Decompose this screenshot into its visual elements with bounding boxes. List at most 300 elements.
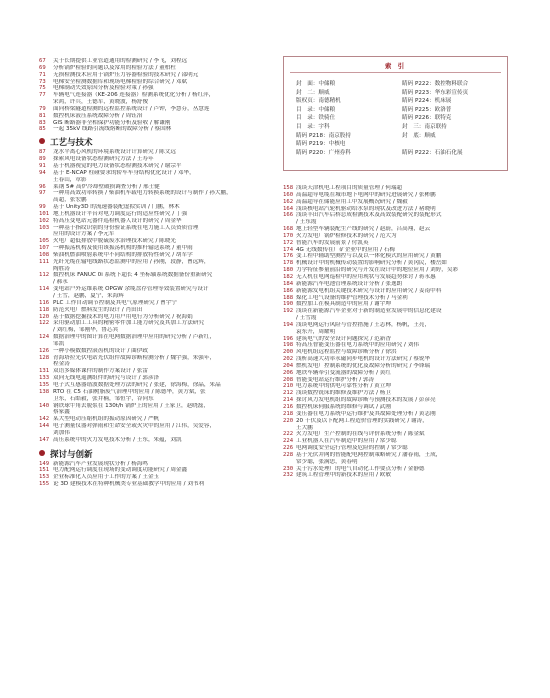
page-number: 155 bbox=[39, 481, 50, 488]
toc-entry-line bbox=[283, 452, 519, 459]
entry-title: 浅析高速大功率永磁同步电机的设计方法研究 / 蔡锐华 bbox=[296, 356, 431, 363]
bullet-icon bbox=[39, 138, 45, 144]
page-number: 81 bbox=[39, 112, 46, 119]
toc-entry-line bbox=[39, 355, 275, 362]
entry-title: 防范火电厂燃料发生的设计 / 肖田田 bbox=[53, 306, 143, 313]
toc-entry[interactable] bbox=[283, 445, 519, 452]
toc-entry-line bbox=[39, 320, 275, 327]
index-entry: 睛码 P225：欧洛普 bbox=[402, 106, 452, 113]
toc-entry-line bbox=[39, 437, 275, 444]
entry-title: 卫东，石皓毅，张井楠，邹恒宇，谷向东 bbox=[53, 395, 154, 402]
page-number: 230 bbox=[283, 465, 294, 472]
toc-entry[interactable] bbox=[283, 404, 519, 411]
toc-entry[interactable] bbox=[283, 397, 519, 404]
page-number: 164 bbox=[283, 205, 294, 212]
entry-title: 邹凯 bbox=[53, 340, 65, 347]
toc-entry[interactable] bbox=[39, 382, 275, 389]
toc-entry-continuation bbox=[39, 430, 275, 437]
entry-title: 20 千伏及以下配网工程造价管理的实践研究 / 谢涛， bbox=[296, 417, 428, 424]
entry-title: 4G 无线数传在厂矿企业中的应用 / 石梅 bbox=[296, 246, 396, 253]
page-number: 87 bbox=[39, 149, 46, 156]
toc-entry[interactable] bbox=[283, 411, 519, 418]
toc-entry[interactable] bbox=[39, 314, 275, 321]
entry-title: 力学特征参量前沿的研究与开发在设计中的地位应用 / 刘婷，吴彩 bbox=[296, 267, 459, 274]
page-number: 232 bbox=[283, 472, 294, 479]
page-number: 188 bbox=[283, 294, 294, 301]
toc-entry-continuation bbox=[39, 409, 275, 416]
entry-title: 新能源发电机组关键技术研究与设计的应用研究 / 姜南中科 bbox=[296, 287, 442, 294]
toc-entry[interactable] bbox=[283, 418, 519, 432]
toc-entry-line bbox=[283, 253, 519, 260]
toc-entry-continuation bbox=[283, 425, 519, 432]
toc-entry[interactable] bbox=[39, 403, 275, 417]
toc-entry-line bbox=[283, 418, 519, 425]
toc-entry-line bbox=[283, 240, 519, 247]
toc-entry-line bbox=[39, 467, 275, 474]
index-column-right bbox=[402, 80, 468, 157]
toc-entry[interactable] bbox=[39, 190, 275, 204]
page-number: 83 bbox=[39, 119, 46, 126]
page-number: 226 bbox=[283, 445, 294, 452]
page-number: 208 bbox=[283, 376, 294, 383]
page-number: 186 bbox=[283, 287, 294, 294]
toc-group-process-technology bbox=[39, 149, 275, 443]
toc-entry-continuation bbox=[39, 266, 275, 273]
toc-entry-continuation bbox=[39, 361, 275, 368]
index-entry: 睛码 P218：南京股持 bbox=[296, 132, 351, 139]
index-entry: 睛码 P219：中核电 bbox=[296, 141, 346, 148]
advertiser-index-box bbox=[283, 56, 508, 171]
page-number: 200 bbox=[283, 349, 294, 356]
toc-entry[interactable] bbox=[283, 377, 519, 384]
toc-entry[interactable] bbox=[39, 355, 275, 369]
page-number: 196 bbox=[283, 335, 294, 342]
page-number: 107 bbox=[39, 245, 50, 252]
entry-title: 一种振荡机构及使用该振荡机构的推杆输送系统 / 董中雨 bbox=[53, 245, 193, 252]
page-number: 67 bbox=[39, 58, 46, 64]
toc-entry[interactable] bbox=[39, 225, 275, 239]
entry-title: 企业标准化人员应用于工作的方案 / 王金玉 bbox=[53, 474, 160, 481]
page-number: 114 bbox=[39, 286, 50, 293]
toc-entry[interactable] bbox=[283, 431, 519, 438]
toc-entry-line bbox=[283, 363, 519, 370]
toc-entry[interactable] bbox=[39, 106, 275, 113]
toc-entry[interactable] bbox=[283, 240, 519, 247]
entry-title: 一种基于指纹识别的身份验证系统在电力施工人员资质管理 bbox=[53, 224, 199, 231]
toc-entry[interactable] bbox=[39, 461, 275, 468]
page-number: 122 bbox=[39, 320, 50, 327]
toc-entry-line bbox=[283, 377, 519, 384]
toc-entry-line bbox=[39, 58, 275, 65]
page-number: 85 bbox=[39, 126, 46, 133]
toc-entry-continuation bbox=[283, 329, 519, 336]
toc-entry[interactable] bbox=[283, 342, 519, 349]
toc-entry-line bbox=[39, 382, 275, 389]
entry-title: / 刘红梅，邹刚华，鲁芯宾 bbox=[53, 327, 119, 334]
toc-entry[interactable] bbox=[39, 204, 275, 211]
page-number: 94 bbox=[39, 169, 46, 176]
entry-title: 浅谈数控铣床的维修及维护方法 / 杨卫 bbox=[296, 390, 391, 397]
page-number: 228 bbox=[283, 451, 294, 458]
index-entry: 目 录：中储粮 bbox=[296, 106, 336, 113]
toc-entry[interactable] bbox=[283, 260, 519, 267]
toc-entry[interactable] bbox=[283, 383, 519, 390]
toc-entry[interactable] bbox=[283, 390, 519, 397]
toc-entry[interactable] bbox=[39, 368, 275, 375]
toc-entry-line bbox=[283, 390, 519, 397]
entry-title: 王大鹏 bbox=[296, 424, 313, 431]
toc-entry[interactable] bbox=[283, 206, 519, 213]
toc-entry-line bbox=[39, 307, 275, 314]
toc-entry-line bbox=[39, 314, 275, 321]
entry-title: 数控机床 FANUC 0i 系统下超长 4 坐标轴系统数据备份重新研究 bbox=[53, 272, 213, 279]
right-toc-column bbox=[283, 185, 519, 479]
page-number: 96 bbox=[39, 183, 46, 190]
section-title: 工艺与技术 bbox=[50, 138, 93, 149]
entry-title: 探讨风力发电机组的故障诊断与预测技术的发展 / 彭彦亮 bbox=[296, 397, 436, 404]
toc-entry-line bbox=[283, 472, 519, 479]
entry-title: 探索风电设备状态检测研究方法 / 王寿年 bbox=[53, 156, 154, 163]
page-number: 91 bbox=[39, 162, 46, 169]
toc-entry[interactable] bbox=[283, 301, 519, 308]
entry-title: 刘加伟 bbox=[53, 429, 70, 436]
entry-title: 风电机组远程监控与故障诊断分析 / 徐洪 bbox=[296, 349, 397, 356]
toc-entry[interactable] bbox=[39, 65, 275, 72]
page-number: 198 bbox=[283, 342, 294, 349]
toc-entry-line bbox=[39, 156, 275, 163]
toc-entry[interactable] bbox=[283, 466, 519, 473]
toc-entry-continuation bbox=[283, 315, 519, 322]
toc-entry-line bbox=[39, 92, 275, 99]
entry-title: 地上轻型车辆装配生产线的研究 / 赵蔚，吕高翔，赵云 bbox=[296, 226, 431, 233]
index-entry: 睛码 P220：广州券科 bbox=[296, 149, 351, 156]
toc-entry[interactable] bbox=[39, 218, 275, 225]
entry-title: / 王雪霞 bbox=[296, 315, 317, 322]
entry-title: 基于 E-NCAP 柱碰要求的轿车车身结构优化设计 / 邓华， bbox=[53, 169, 195, 176]
toc-entry-continuation bbox=[39, 293, 275, 300]
toc-entry[interactable] bbox=[39, 120, 275, 127]
toc-entry-line bbox=[39, 184, 275, 191]
toc-entry-line bbox=[39, 286, 275, 293]
toc-entry-line bbox=[283, 397, 519, 404]
page-number: 147 bbox=[39, 436, 50, 443]
entry-title: 基于机器视觉的电力设备状态检测技术研究 / 谢宗平 bbox=[53, 162, 182, 169]
toc-entry[interactable] bbox=[39, 126, 275, 133]
toc-entry[interactable] bbox=[39, 245, 275, 252]
toc-entry[interactable] bbox=[39, 375, 275, 382]
entry-title: 一起 35kV 线路引流线熔断的故障分析 / 蔡国林 bbox=[53, 126, 172, 133]
page-number: 214 bbox=[283, 397, 294, 404]
toc-entry-line bbox=[39, 245, 275, 252]
entry-title: 高温超导电缆在城市地下电网中的研究进展研究 / 张彬鹏 bbox=[296, 191, 436, 198]
toc-entry[interactable] bbox=[283, 253, 519, 260]
section-heading-discussion-innovation bbox=[39, 450, 275, 461]
page-number: 97 bbox=[39, 190, 46, 197]
toc-entry-continuation bbox=[283, 459, 519, 466]
index-entry: 睛码 P226：联特克 bbox=[402, 115, 452, 122]
toc-entry-line bbox=[283, 349, 519, 356]
entry-title: 柴油机燃油喷射系统中不同结构的排放特性研究 / 胡军学 bbox=[53, 251, 193, 258]
page-number: 89 bbox=[39, 156, 46, 163]
toc-entry-line bbox=[283, 247, 519, 254]
toc-entry-line bbox=[39, 218, 275, 225]
entry-title: 机械设计中的机械传动装置的影响研究分析 / 黄冈民，楼岳如 bbox=[296, 260, 447, 267]
toc-entry-line bbox=[39, 259, 275, 266]
index-entry: 封 二：顺威 bbox=[296, 89, 330, 96]
entry-title: 变工程中辅助型测控与以及以一体化模式的应用研究 / 黄鹏 bbox=[296, 253, 442, 260]
toc-entry-line bbox=[283, 308, 519, 315]
toc-entry[interactable] bbox=[283, 356, 519, 363]
entry-title: 应用的设计方案 / 李元军 bbox=[53, 231, 115, 238]
entry-title: 变电站户外运维系统 OPGW 余缆盘存管理等效装置研究与设计 bbox=[53, 286, 209, 293]
toc-entry-line bbox=[283, 267, 519, 274]
entry-title: 采用驱动加工工具的精密零件加工能力研究及其加工方法研究 bbox=[53, 320, 205, 327]
page-number: 202 bbox=[283, 356, 294, 363]
toc-entry-line bbox=[283, 466, 519, 473]
index-column-left bbox=[296, 80, 351, 157]
toc-entry[interactable] bbox=[39, 389, 275, 403]
entry-title: 浅谈电网运行风险与管控措施 / 王志林，杨帆，王亮， bbox=[296, 321, 431, 328]
page-number: 176 bbox=[283, 253, 294, 260]
index-entry bbox=[402, 140, 468, 149]
toc-entry-line bbox=[283, 281, 519, 288]
toc-entry[interactable] bbox=[39, 320, 275, 334]
page-number: 178 bbox=[283, 260, 294, 267]
page-number: 103 bbox=[39, 224, 50, 231]
toc-entry[interactable] bbox=[39, 238, 275, 245]
toc-entry-line bbox=[39, 481, 275, 488]
toc-entry-line bbox=[39, 403, 275, 410]
page-number: 118 bbox=[39, 306, 50, 313]
entry-title: 新能源汽车产业发展现状分析 / 杨海鸣 bbox=[53, 460, 148, 467]
entry-title: 某大型电动压缩机组的振动原因研究 / 严帆 bbox=[53, 416, 160, 423]
entry-title: 浅谈核电站汽轮机驱动给水泵的现状及改进方法 / 褚晓明 bbox=[296, 205, 436, 212]
page-number: 71 bbox=[39, 71, 46, 78]
entry-title: 特高压智能变压器在电力系统中的应用研究 / 刘伟 bbox=[296, 342, 419, 349]
index-entry: 封 面：中储粮 bbox=[296, 81, 336, 87]
toc-entry-line bbox=[39, 238, 275, 245]
entry-title: 陶胜涛 bbox=[53, 265, 70, 272]
left-toc-column bbox=[39, 58, 275, 488]
page-number: 69 bbox=[39, 64, 46, 71]
toc-entry[interactable] bbox=[283, 267, 519, 274]
toc-entry[interactable] bbox=[39, 481, 275, 488]
toc-entry[interactable] bbox=[39, 72, 275, 79]
toc-entry[interactable] bbox=[283, 281, 519, 288]
entry-title: 程金涛 bbox=[53, 361, 70, 368]
toc-entry[interactable] bbox=[39, 307, 275, 314]
toc-entry[interactable] bbox=[39, 85, 275, 92]
toc-entry-line bbox=[283, 274, 519, 281]
page-number: 168 bbox=[283, 226, 294, 233]
index-entry: 睛码 P222：数控物料联合 bbox=[402, 81, 469, 87]
toc-entry[interactable] bbox=[283, 288, 519, 295]
page-number: 126 bbox=[39, 347, 50, 354]
toc-entry-line bbox=[283, 206, 519, 213]
toc-entry[interactable] bbox=[39, 334, 275, 348]
entry-title: 光纤光缆在输电线路状态监测中的应用 / 孙刚，段静，曹远辉， bbox=[53, 258, 210, 265]
entry-title: 钢铁球牛角去脱浆在 130t/h 锅炉上的应用 / 王家卫，赵晓磊， bbox=[53, 402, 209, 409]
toc-entry[interactable] bbox=[283, 274, 519, 281]
toc-entry-continuation bbox=[39, 279, 275, 286]
toc-entry-line bbox=[283, 260, 519, 267]
toc-entry[interactable] bbox=[283, 247, 519, 254]
entry-title: 工业机器人在汽车制造中的应用 / 常少聪 bbox=[296, 438, 397, 445]
page-number: 212 bbox=[283, 390, 294, 397]
toc-entry-continuation bbox=[39, 231, 275, 238]
entry-title: 浅谈天津机电工程项目的质量管理 / 何瑞超 bbox=[296, 185, 403, 191]
toc-entry[interactable] bbox=[283, 349, 519, 356]
toc-entry-line bbox=[39, 113, 275, 120]
index-entry: 睛码 P223：华东彩宣传页 bbox=[402, 89, 469, 96]
toc-entry[interactable] bbox=[39, 170, 275, 184]
page-number: 206 bbox=[283, 369, 294, 376]
page-number: 79 bbox=[39, 105, 46, 112]
toc-entry[interactable] bbox=[39, 92, 275, 106]
toc-entry[interactable] bbox=[283, 192, 519, 199]
entry-title: 一种小模数数控滚齿机的设计 / 曲伊政 bbox=[53, 347, 148, 354]
toc-entry[interactable] bbox=[39, 163, 275, 170]
toc-entry[interactable] bbox=[39, 300, 275, 307]
toc-entry[interactable] bbox=[39, 416, 275, 423]
entry-title: 智能变电站运行维护分析 / 郭涛 bbox=[296, 376, 375, 383]
toc-entry[interactable] bbox=[39, 211, 275, 218]
toc-entry[interactable] bbox=[39, 474, 275, 481]
toc-entry[interactable] bbox=[39, 467, 275, 474]
toc-entry-line bbox=[39, 389, 275, 396]
toc-entry[interactable] bbox=[283, 295, 519, 302]
index-entry: 睛码 P222：石油石化展 bbox=[402, 149, 463, 156]
toc-entry-line bbox=[283, 404, 519, 411]
toc-entry[interactable] bbox=[283, 452, 519, 466]
page-number: 192 bbox=[283, 308, 294, 315]
entry-title: 智能汽车的发展前景 / 付凯英 bbox=[296, 239, 369, 246]
page-number: 174 bbox=[283, 246, 294, 253]
toc-entry-line bbox=[283, 233, 519, 240]
page-number: 222 bbox=[283, 431, 294, 438]
toc-entry-line bbox=[39, 149, 275, 156]
entry-title: 分析锅炉检验的问题以及常用的检验方法 / 董柏杜 bbox=[53, 64, 176, 71]
page-number: 194 bbox=[283, 321, 294, 328]
entry-title: 建筑电气的安全设计问题探究 / 范新香 bbox=[296, 335, 391, 342]
entry-title: 基于光伏并网的智能配电网控制策略研究 / 潘春雨，王成， bbox=[296, 451, 442, 458]
page-number: 153 bbox=[39, 474, 50, 481]
entry-title: 电梯制动失效原因分析及检验对策 / 孙强 bbox=[53, 85, 154, 92]
page-number: 210 bbox=[283, 383, 294, 390]
toc-entry[interactable] bbox=[39, 113, 275, 120]
page-number: 144 bbox=[39, 423, 50, 430]
toc-entry-continuation bbox=[39, 197, 275, 204]
toc-entry-line bbox=[39, 85, 275, 92]
toc-entry-line bbox=[283, 342, 519, 349]
toc-entry[interactable] bbox=[283, 185, 519, 192]
toc-entry-line bbox=[283, 336, 519, 343]
toc-entry[interactable] bbox=[39, 184, 275, 191]
toc-entry[interactable] bbox=[283, 212, 519, 226]
entry-title: RTO 在 C5 石油树脂废气治理中的应用 / 陈德华，黄方斌，张 bbox=[53, 388, 206, 395]
entry-title: 关于污水处理厂的电气自动化工作要点分析 / 金静德 bbox=[296, 465, 425, 472]
toc-entry-line bbox=[283, 185, 519, 192]
toc-entry-continuation bbox=[39, 177, 275, 184]
entry-title: 双语多媒体课件的制作方案设计 / 张雷 bbox=[53, 368, 148, 375]
toc-entry[interactable] bbox=[39, 259, 275, 273]
page-number: 135 bbox=[39, 381, 50, 388]
toc-entry[interactable] bbox=[283, 472, 519, 479]
toc-entry[interactable] bbox=[39, 286, 275, 300]
toc-entry-line bbox=[39, 163, 275, 170]
index-entry: 睛码 P224：机床展 bbox=[402, 98, 452, 105]
section-heading-process-technology bbox=[39, 138, 275, 149]
entry-title: 特高压变电站元器件巡检机器人设计的研究 / 周金华 bbox=[53, 217, 182, 224]
toc-entry-line bbox=[283, 431, 519, 438]
toc-entry-line bbox=[39, 416, 275, 423]
toc-entry[interactable] bbox=[39, 437, 275, 444]
entry-title: 双向无线电遥测组件的研究与设计 / 郭彦泽 bbox=[53, 375, 160, 382]
toc-entry-line bbox=[39, 79, 275, 86]
toc-entry[interactable] bbox=[39, 58, 275, 65]
toc-entry-line bbox=[39, 461, 275, 468]
toc-entry[interactable] bbox=[283, 438, 519, 445]
page-number: 151 bbox=[39, 467, 50, 474]
toc-entry[interactable] bbox=[39, 348, 275, 355]
entry-title: 电力配网运行调度在现场的变动调度功能研究 / 周金鑫 bbox=[53, 467, 188, 474]
entry-title: 数控机床液压系统故障分析 / 周钰治 bbox=[53, 112, 143, 119]
toc-entry[interactable] bbox=[39, 252, 275, 259]
entry-title: 青海塔拉光伏电站光伏组件故障诊断检测分析 / 魏宇强，朱强年， bbox=[53, 354, 216, 361]
entry-title: 论 3D 建模技术在特种机械类专业基础教学中的应用 / 刘书利 bbox=[53, 481, 205, 488]
toc-entry[interactable] bbox=[283, 370, 519, 377]
entry-title: 煤化工电气设备的维护管理技术分析 / 马金利 bbox=[296, 294, 408, 301]
index-title: 索 引 bbox=[384, 62, 407, 70]
toc-entry-line bbox=[283, 370, 519, 377]
index-entry: 目 录：铁骑仕 bbox=[296, 115, 336, 122]
toc-entry-line bbox=[39, 474, 275, 481]
page-number: 158 bbox=[283, 185, 294, 191]
toc-entry[interactable] bbox=[39, 423, 275, 437]
page-number: 116 bbox=[39, 299, 50, 306]
entry-title: 高压系统中的火力发电技术分析 / 王东，朱蕴，刘凯 bbox=[53, 436, 182, 443]
entry-title: 新能源汽车电池管理系统设计分析 / 张逸朗 bbox=[296, 280, 403, 287]
entry-title: 一种用高效功率转换 / 柴油机车载电力转换系统的设计与制作 / 孙大鹏， bbox=[53, 190, 232, 197]
toc-entry[interactable] bbox=[39, 272, 275, 286]
page-number: 182 bbox=[283, 273, 294, 280]
toc-entry[interactable] bbox=[283, 233, 519, 240]
toc-entry[interactable] bbox=[39, 156, 275, 163]
toc-entry[interactable] bbox=[283, 363, 519, 370]
page-number: 190 bbox=[283, 301, 294, 308]
toc-entry[interactable] bbox=[283, 322, 519, 336]
entry-title: 变压器在电力系统中运行维护及其故障处理分析 / 黄志刚 bbox=[296, 410, 436, 417]
toc-entry-line bbox=[283, 295, 519, 302]
toc-entry-line bbox=[283, 199, 519, 206]
index-entry: 目 录：宇科 bbox=[296, 123, 330, 130]
entry-title: 袁东升，周耀明 bbox=[296, 328, 336, 335]
entry-title: 电网调度安全运行管理及危险的控制 / 常少聪 bbox=[296, 445, 408, 452]
toc-entry[interactable] bbox=[283, 226, 519, 233]
toc-entry-continuation bbox=[39, 327, 275, 334]
entry-title: 常少聪，张满思，黄春明 bbox=[296, 458, 358, 465]
toc-entry-line bbox=[39, 204, 275, 211]
page-number: 108 bbox=[39, 251, 50, 258]
page-number: 180 bbox=[283, 267, 294, 274]
toc-entry[interactable] bbox=[283, 336, 519, 343]
entry-title: 火力发电厂锅炉检修技术的研究 / 范大为 bbox=[296, 232, 397, 239]
toc-entry-line bbox=[39, 211, 275, 218]
toc-entry[interactable] bbox=[39, 79, 275, 86]
toc-entry[interactable] bbox=[283, 308, 519, 322]
toc-entry[interactable] bbox=[283, 199, 519, 206]
toc-entry[interactable] bbox=[39, 149, 275, 156]
